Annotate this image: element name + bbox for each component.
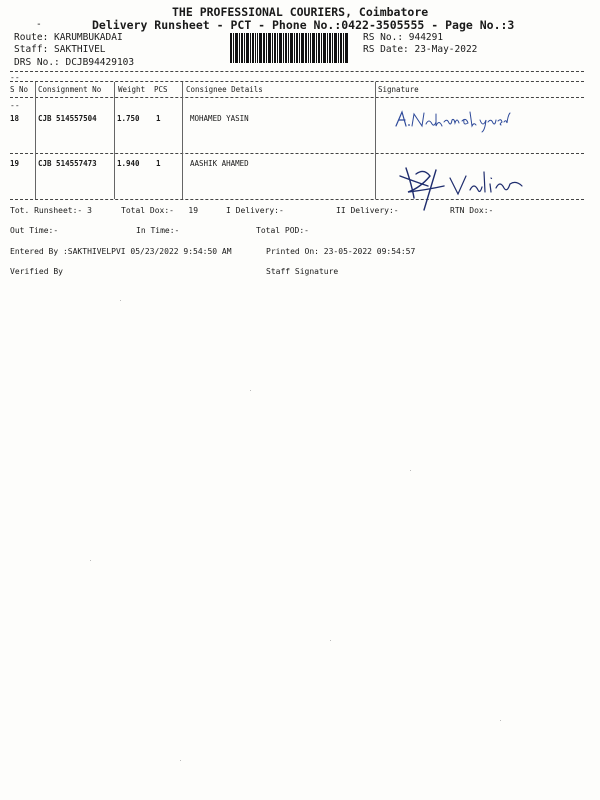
row-separator — [10, 153, 584, 154]
row2-weight: 1.940 — [117, 159, 140, 168]
col-line-4 — [375, 82, 376, 199]
runsheet-subtitle: Delivery Runsheet - PCT - Phone No.:0422-3505555 - Page No.:3 — [92, 18, 515, 32]
row1-consignment: CJB 514557504 — [38, 114, 97, 123]
tot-runsheet: Tot. Runsheet:- 3 — [10, 206, 92, 215]
scan-speck — [410, 470, 411, 471]
out-time: Out Time:- — [10, 226, 59, 235]
entered-by: Entered By :SAKTHIVELPVI 05/23/2022 9:54:50 AM — [10, 247, 232, 256]
rtn-dox: RTN Dox:- — [450, 206, 494, 215]
row1-sno: 18 — [10, 114, 20, 123]
scan-speck — [330, 640, 331, 641]
rs-number: RS No.: 944291 — [363, 32, 444, 43]
col-line-3 — [182, 82, 183, 199]
row-mark-top: -- — [10, 73, 20, 82]
leading-dash: - — [36, 19, 42, 30]
scan-speck — [500, 720, 501, 721]
scan-speck — [250, 390, 251, 391]
barcode-image — [230, 33, 348, 63]
row-mark-header: -- — [10, 101, 20, 110]
col-line-1 — [35, 82, 36, 199]
header-top-rule — [10, 81, 584, 82]
ii-delivery: II Delivery:- — [336, 206, 399, 215]
header-sno: S No — [10, 85, 29, 94]
route-label: Route: KARUMBUKADAI — [14, 32, 123, 43]
drs-number: DRS No.: DCJB94429103 — [14, 57, 135, 68]
i-delivery: I Delivery:- — [226, 206, 284, 215]
row2-consignment: CJB 514557473 — [38, 159, 97, 168]
row1-pcs: 1 — [156, 114, 161, 123]
row2-consignee: AASHIK AHAMED — [190, 159, 249, 168]
scan-speck — [180, 760, 181, 761]
company-title: THE PROFESSIONAL COURIERS, Coimbatore — [172, 5, 429, 19]
rs-date: RS Date: 23-May-2022 — [363, 44, 478, 55]
total-pod: Total POD:- — [256, 226, 309, 235]
row2-pcs: 1 — [156, 159, 161, 168]
header-consignee: Consignee Details — [186, 85, 263, 94]
header-consignment: Consignment No — [38, 85, 102, 94]
row1-weight: 1.750 — [117, 114, 140, 123]
verified-by: Verified By — [10, 267, 63, 276]
scan-speck — [90, 560, 91, 561]
total-dox: Total Dox:- 19 — [121, 206, 199, 215]
staff-label: Staff: SAKTHIVEL — [14, 44, 106, 55]
top-rule — [10, 71, 584, 72]
printed-on: Printed On: 23-05-2022 09:54:57 — [266, 247, 416, 256]
header-signature: Signature — [378, 85, 419, 94]
signature-row1 — [392, 104, 512, 136]
row2-sno: 19 — [10, 159, 20, 168]
header-weight: Weight — [118, 85, 146, 94]
staff-signature: Staff Signature — [266, 267, 339, 276]
col-line-2 — [114, 82, 115, 199]
scan-speck — [120, 300, 121, 301]
header-bottom-rule — [10, 97, 584, 98]
header-pcs: PCS — [154, 85, 168, 94]
row1-consignee: MOHAMED YASIN — [190, 114, 249, 123]
in-time: In Time:- — [136, 226, 180, 235]
